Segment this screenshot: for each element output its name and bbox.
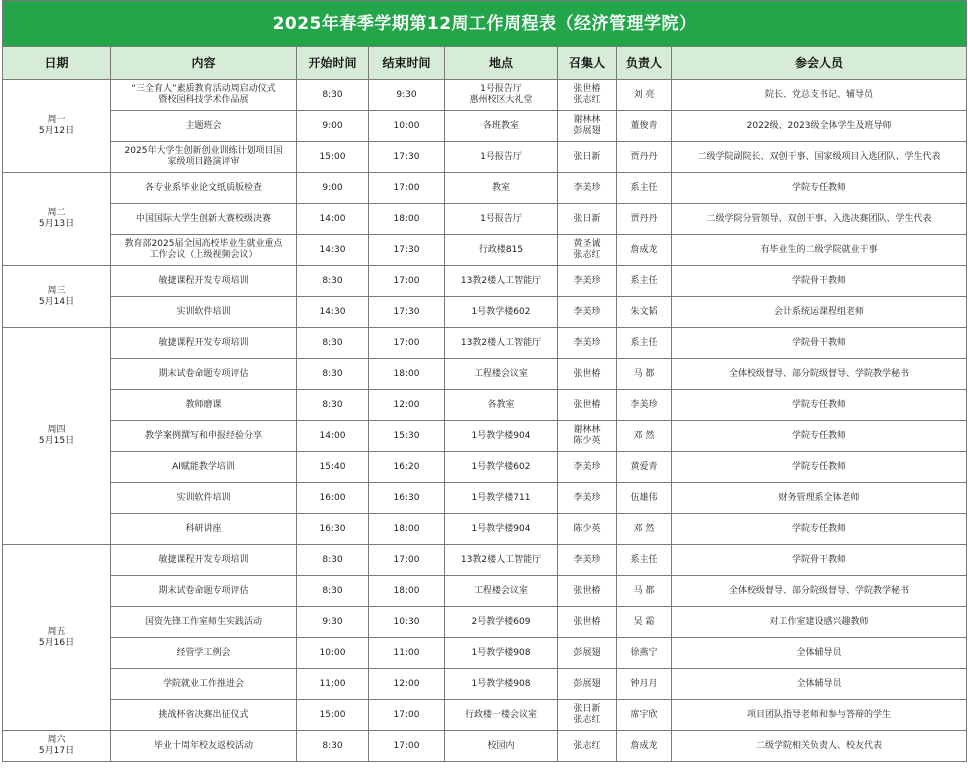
cell-content[interactable]: “三全育人”素质教育活动周启动仪式 暨校园科技学术作品展 bbox=[111, 80, 297, 111]
cell-content[interactable]: 国资先锋工作室师生实践活动 bbox=[111, 607, 297, 638]
cell-start-time[interactable]: 15:00 bbox=[297, 700, 369, 731]
cell-convener[interactable]: 李美珍 bbox=[558, 452, 617, 483]
cell-end-time[interactable]: 12:00 bbox=[369, 669, 445, 700]
cell-person-in-charge[interactable]: 李美珍 bbox=[617, 390, 672, 421]
cell-person-in-charge[interactable]: 朱文韬 bbox=[617, 297, 672, 328]
cell-content[interactable]: AI赋能教学培训 bbox=[111, 452, 297, 483]
table-row bbox=[3, 111, 967, 142]
cell-start-time[interactable]: 8:30 bbox=[297, 328, 369, 359]
table-row bbox=[3, 328, 967, 359]
cell-attendees[interactable]: 学院专任教师 bbox=[672, 514, 967, 545]
cell-location[interactable]: 2号教学楼609 bbox=[445, 607, 558, 638]
cell-start-time[interactable]: 16:00 bbox=[297, 483, 369, 514]
cell-start-time[interactable]: 14:00 bbox=[297, 204, 369, 235]
cell-end-time[interactable]: 10:00 bbox=[369, 111, 445, 142]
cell-content[interactable]: 期末试卷命题专项评估 bbox=[111, 359, 297, 390]
cell-convener[interactable]: 李美珍 bbox=[558, 483, 617, 514]
cell-attendees[interactable]: 财务管理系全体老师 bbox=[672, 483, 967, 514]
table-row bbox=[3, 700, 967, 731]
cell-location[interactable]: 校园内 bbox=[445, 731, 558, 762]
cell-start-time[interactable]: 15:00 bbox=[297, 142, 369, 173]
cell-end-time[interactable]: 17:00 bbox=[369, 266, 445, 297]
cell-location[interactable]: 1号教学楼711 bbox=[445, 483, 558, 514]
cell-content[interactable]: 实训软件培训 bbox=[111, 297, 297, 328]
cell-location[interactable]: 1号教学楼908 bbox=[445, 669, 558, 700]
cell-location[interactable]: 13教2楼人工智能厅 bbox=[445, 266, 558, 297]
cell-attendees[interactable]: 二级学院相关负责人、校友代表 bbox=[672, 731, 967, 762]
cell-date[interactable]: 周一 5月12日 bbox=[3, 80, 111, 173]
cell-location[interactable]: 1号报告厅 bbox=[445, 204, 558, 235]
cell-location[interactable]: 1号教学楼904 bbox=[445, 421, 558, 452]
table-row bbox=[3, 731, 967, 762]
cell-convener[interactable]: 张世椿 bbox=[558, 390, 617, 421]
cell-start-time[interactable]: 8:30 bbox=[297, 359, 369, 390]
header-date[interactable]: 日期 bbox=[3, 47, 111, 80]
cell-attendees[interactable]: 2022级、2023级全体学生及班导师 bbox=[672, 111, 967, 142]
cell-attendees[interactable]: 全体辅导员 bbox=[672, 669, 967, 700]
cell-convener[interactable]: 张日新 bbox=[558, 142, 617, 173]
cell-person-in-charge[interactable]: 贾丹丹 bbox=[617, 204, 672, 235]
cell-start-time[interactable]: 9:30 bbox=[297, 607, 369, 638]
cell-content[interactable]: 各专业系毕业论文纸质版检查 bbox=[111, 173, 297, 204]
cell-location[interactable]: 13教2楼人工智能厅 bbox=[445, 545, 558, 576]
cell-content[interactable]: 教育部2025届全国高校毕业生就业重点 工作会议（上级视频会议） bbox=[111, 235, 297, 266]
cell-content[interactable]: 中国国际大学生创新大赛校级决赛 bbox=[111, 204, 297, 235]
cell-attendees[interactable]: 对工作室建设感兴趣教师 bbox=[672, 607, 967, 638]
cell-content[interactable]: 实训软件培训 bbox=[111, 483, 297, 514]
cell-start-time[interactable]: 11:00 bbox=[297, 669, 369, 700]
cell-person-in-charge[interactable]: 系主任 bbox=[617, 173, 672, 204]
cell-person-in-charge[interactable]: 黄爱青 bbox=[617, 452, 672, 483]
cell-person-in-charge[interactable]: 徐燕宁 bbox=[617, 638, 672, 669]
cell-start-time[interactable]: 16:30 bbox=[297, 514, 369, 545]
cell-start-time[interactable]: 15:40 bbox=[297, 452, 369, 483]
header-attendees[interactable]: 参会人员 bbox=[672, 47, 967, 80]
cell-start-time[interactable]: 10:00 bbox=[297, 638, 369, 669]
cell-content[interactable]: 主题班会 bbox=[111, 111, 297, 142]
table-row bbox=[3, 204, 967, 235]
cell-location[interactable]: 各班教室 bbox=[445, 111, 558, 142]
cell-location[interactable]: 1号报告厅 惠州校区大礼堂 bbox=[445, 80, 558, 111]
table-row bbox=[3, 576, 967, 607]
cell-content[interactable]: 敏捷课程开发专项培训 bbox=[111, 545, 297, 576]
cell-person-in-charge[interactable]: 董俊青 bbox=[617, 111, 672, 142]
table-row bbox=[3, 266, 967, 297]
header-content[interactable]: 内容 bbox=[111, 47, 297, 80]
cell-convener[interactable]: 张日新 张志红 bbox=[558, 700, 617, 731]
cell-attendees[interactable]: 学院专任教师 bbox=[672, 173, 967, 204]
cell-convener[interactable]: 张世椿 bbox=[558, 576, 617, 607]
cell-location[interactable]: 各教室 bbox=[445, 390, 558, 421]
cell-attendees[interactable]: 学院骨干教师 bbox=[672, 266, 967, 297]
cell-date[interactable]: 周五 5月16日 bbox=[3, 545, 111, 731]
cell-end-time[interactable]: 17:00 bbox=[369, 731, 445, 762]
cell-attendees[interactable]: 院长、党总支书记、辅导员 bbox=[672, 80, 967, 111]
cell-end-time[interactable]: 17:00 bbox=[369, 328, 445, 359]
table-row bbox=[3, 452, 967, 483]
table-row bbox=[3, 390, 967, 421]
cell-start-time[interactable]: 8:30 bbox=[297, 266, 369, 297]
cell-end-time[interactable]: 18:00 bbox=[369, 514, 445, 545]
cell-attendees[interactable]: 学院骨干教师 bbox=[672, 328, 967, 359]
table-row bbox=[3, 545, 967, 576]
cell-convener[interactable]: 李美珍 bbox=[558, 173, 617, 204]
table-row bbox=[3, 607, 967, 638]
cell-attendees[interactable]: 学院骨干教师 bbox=[672, 545, 967, 576]
cell-person-in-charge[interactable]: 吴 霜 bbox=[617, 607, 672, 638]
cell-attendees[interactable]: 全体辅导员 bbox=[672, 638, 967, 669]
cell-attendees[interactable]: 二级学院副院长、双创干事、国家级项目入选团队、学生代表 bbox=[672, 142, 967, 173]
cell-start-time[interactable]: 14:30 bbox=[297, 235, 369, 266]
cell-person-in-charge[interactable]: 席宇欣 bbox=[617, 700, 672, 731]
table-row bbox=[3, 483, 967, 514]
cell-end-time[interactable]: 12:00 bbox=[369, 390, 445, 421]
cell-end-time[interactable]: 18:00 bbox=[369, 204, 445, 235]
cell-end-time[interactable]: 17:00 bbox=[369, 545, 445, 576]
cell-person-in-charge[interactable]: 邓 然 bbox=[617, 514, 672, 545]
schedule-table bbox=[2, 0, 967, 762]
cell-convener[interactable]: 黄圣诚 张志红 bbox=[558, 235, 617, 266]
cell-content[interactable]: 学院就业工作推进会 bbox=[111, 669, 297, 700]
cell-location[interactable]: 工程楼会议室 bbox=[445, 576, 558, 607]
table-row bbox=[3, 421, 967, 452]
cell-person-in-charge[interactable]: 马 都 bbox=[617, 576, 672, 607]
cell-convener[interactable]: 李美珍 bbox=[558, 545, 617, 576]
cell-attendees[interactable]: 学院专任教师 bbox=[672, 390, 967, 421]
cell-end-time[interactable]: 10:30 bbox=[369, 607, 445, 638]
cell-start-time[interactable]: 8:30 bbox=[297, 545, 369, 576]
cell-end-time[interactable]: 16:30 bbox=[369, 483, 445, 514]
cell-location[interactable]: 行政楼一楼会议室 bbox=[445, 700, 558, 731]
cell-convener[interactable]: 张世椿 张志红 bbox=[558, 80, 617, 111]
table-row bbox=[3, 297, 967, 328]
cell-convener[interactable]: 谢林林 陈少英 bbox=[558, 421, 617, 452]
table-row bbox=[3, 173, 967, 204]
table-row bbox=[3, 514, 967, 545]
cell-content[interactable]: 敏捷课程开发专项培训 bbox=[111, 328, 297, 359]
cell-end-time[interactable]: 15:30 bbox=[369, 421, 445, 452]
cell-content[interactable]: 科研讲座 bbox=[111, 514, 297, 545]
cell-person-in-charge[interactable]: 马 都 bbox=[617, 359, 672, 390]
cell-end-time[interactable]: 11:00 bbox=[369, 638, 445, 669]
title-row bbox=[3, 1, 967, 47]
cell-content[interactable]: 经管学工例会 bbox=[111, 638, 297, 669]
cell-content[interactable]: 挑战杯省决赛出征仪式 bbox=[111, 700, 297, 731]
cell-convener[interactable]: 李美珍 bbox=[558, 297, 617, 328]
cell-location[interactable]: 13教2楼人工智能厅 bbox=[445, 328, 558, 359]
header-end-time[interactable]: 结束时间 bbox=[369, 47, 445, 80]
cell-convener[interactable]: 李美珍 bbox=[558, 266, 617, 297]
header-person-in-charge[interactable]: 负责人 bbox=[617, 47, 672, 80]
cell-location[interactable]: 1号教学楼602 bbox=[445, 297, 558, 328]
cell-convener[interactable]: 张世椿 bbox=[558, 607, 617, 638]
cell-attendees[interactable]: 会计系统运课程组老师 bbox=[672, 297, 967, 328]
cell-location[interactable]: 工程楼会议室 bbox=[445, 359, 558, 390]
cell-convener[interactable]: 陈少英 bbox=[558, 514, 617, 545]
cell-convener[interactable]: 彭展翅 bbox=[558, 638, 617, 669]
cell-convener[interactable]: 谢林林 彭展翅 bbox=[558, 111, 617, 142]
header-location[interactable]: 地点 bbox=[445, 47, 558, 80]
cell-person-in-charge[interactable]: 系主任 bbox=[617, 545, 672, 576]
cell-end-time[interactable]: 16:20 bbox=[369, 452, 445, 483]
cell-location[interactable]: 1号教学楼908 bbox=[445, 638, 558, 669]
cell-content[interactable]: 教师磨课 bbox=[111, 390, 297, 421]
cell-location[interactable]: 1号报告厅 bbox=[445, 142, 558, 173]
table-row bbox=[3, 142, 967, 173]
cell-end-time[interactable]: 17:30 bbox=[369, 297, 445, 328]
cell-content[interactable]: 教学案例撰写和申报经验分享 bbox=[111, 421, 297, 452]
cell-convener[interactable]: 张日新 bbox=[558, 204, 617, 235]
header-start-time[interactable]: 开始时间 bbox=[297, 47, 369, 80]
sheet-title[interactable]: 2025年春季学期第12周工作周程表（经济管理学院） bbox=[3, 1, 967, 47]
cell-convener[interactable]: 张志红 bbox=[558, 731, 617, 762]
cell-start-time[interactable]: 9:00 bbox=[297, 173, 369, 204]
cell-person-in-charge[interactable]: 刘 亮 bbox=[617, 80, 672, 111]
cell-end-time[interactable]: 18:00 bbox=[369, 359, 445, 390]
cell-convener[interactable]: 张世椿 bbox=[558, 359, 617, 390]
cell-attendees[interactable]: 全体校级督导、部分院级督导、学院教学秘书 bbox=[672, 359, 967, 390]
cell-person-in-charge[interactable]: 系主任 bbox=[617, 328, 672, 359]
cell-content[interactable]: 期末试卷命题专项评估 bbox=[111, 576, 297, 607]
cell-content[interactable]: 2025年大学生创新创业训练计划项目国 家级项目路演评审 bbox=[111, 142, 297, 173]
cell-attendees[interactable]: 全体校级督导、部分院级督导、学院教学秘书 bbox=[672, 576, 967, 607]
cell-content[interactable]: 毕业十周年校友返校活动 bbox=[111, 731, 297, 762]
cell-location[interactable]: 教室 bbox=[445, 173, 558, 204]
cell-date[interactable]: 周六 5月17日 bbox=[3, 731, 111, 762]
cell-location[interactable]: 行政楼815 bbox=[445, 235, 558, 266]
table-row bbox=[3, 359, 967, 390]
cell-attendees[interactable]: 项目团队指导老师和参与答辩的学生 bbox=[672, 700, 967, 731]
table-row bbox=[3, 669, 967, 700]
cell-date[interactable]: 周四 5月15日 bbox=[3, 328, 111, 545]
cell-person-in-charge[interactable]: 詹成龙 bbox=[617, 235, 672, 266]
cell-start-time[interactable]: 8:30 bbox=[297, 576, 369, 607]
cell-start-time[interactable]: 8:30 bbox=[297, 731, 369, 762]
cell-convener[interactable]: 李美珍 bbox=[558, 328, 617, 359]
cell-person-in-charge[interactable]: 伍雄伟 bbox=[617, 483, 672, 514]
cell-end-time[interactable]: 17:00 bbox=[369, 700, 445, 731]
cell-content[interactable]: 敏捷课程开发专项培训 bbox=[111, 266, 297, 297]
table-row bbox=[3, 80, 967, 111]
cell-person-in-charge[interactable]: 钟月月 bbox=[617, 669, 672, 700]
cell-end-time[interactable]: 9:30 bbox=[369, 80, 445, 111]
cell-start-time[interactable]: 8:30 bbox=[297, 80, 369, 111]
cell-person-in-charge[interactable]: 系主任 bbox=[617, 266, 672, 297]
cell-person-in-charge[interactable]: 贾丹丹 bbox=[617, 142, 672, 173]
cell-person-in-charge[interactable]: 詹成龙 bbox=[617, 731, 672, 762]
cell-end-time[interactable]: 17:30 bbox=[369, 235, 445, 266]
cell-end-time[interactable]: 17:00 bbox=[369, 173, 445, 204]
cell-attendees[interactable]: 有毕业生的二级学院就业干事 bbox=[672, 235, 967, 266]
cell-start-time[interactable]: 14:00 bbox=[297, 421, 369, 452]
cell-date[interactable]: 周二 5月13日 bbox=[3, 173, 111, 266]
table-row bbox=[3, 638, 967, 669]
table-row bbox=[3, 235, 967, 266]
cell-person-in-charge[interactable]: 邓 然 bbox=[617, 421, 672, 452]
cell-end-time[interactable]: 18:00 bbox=[369, 576, 445, 607]
cell-location[interactable]: 1号教学楼602 bbox=[445, 452, 558, 483]
cell-location[interactable]: 1号教学楼904 bbox=[445, 514, 558, 545]
header-convener[interactable]: 召集人 bbox=[558, 47, 617, 80]
cell-attendees[interactable]: 二级学院分管领导、双创干事、入选决赛团队、学生代表 bbox=[672, 204, 967, 235]
cell-start-time[interactable]: 9:00 bbox=[297, 111, 369, 142]
cell-attendees[interactable]: 学院专任教师 bbox=[672, 421, 967, 452]
cell-date[interactable]: 周三 5月14日 bbox=[3, 266, 111, 328]
cell-end-time[interactable]: 17:30 bbox=[369, 142, 445, 173]
cell-start-time[interactable]: 8:30 bbox=[297, 390, 369, 421]
cell-attendees[interactable]: 学院专任教师 bbox=[672, 452, 967, 483]
cell-convener[interactable]: 彭展翅 bbox=[558, 669, 617, 700]
header-row bbox=[3, 47, 967, 80]
cell-start-time[interactable]: 14:30 bbox=[297, 297, 369, 328]
